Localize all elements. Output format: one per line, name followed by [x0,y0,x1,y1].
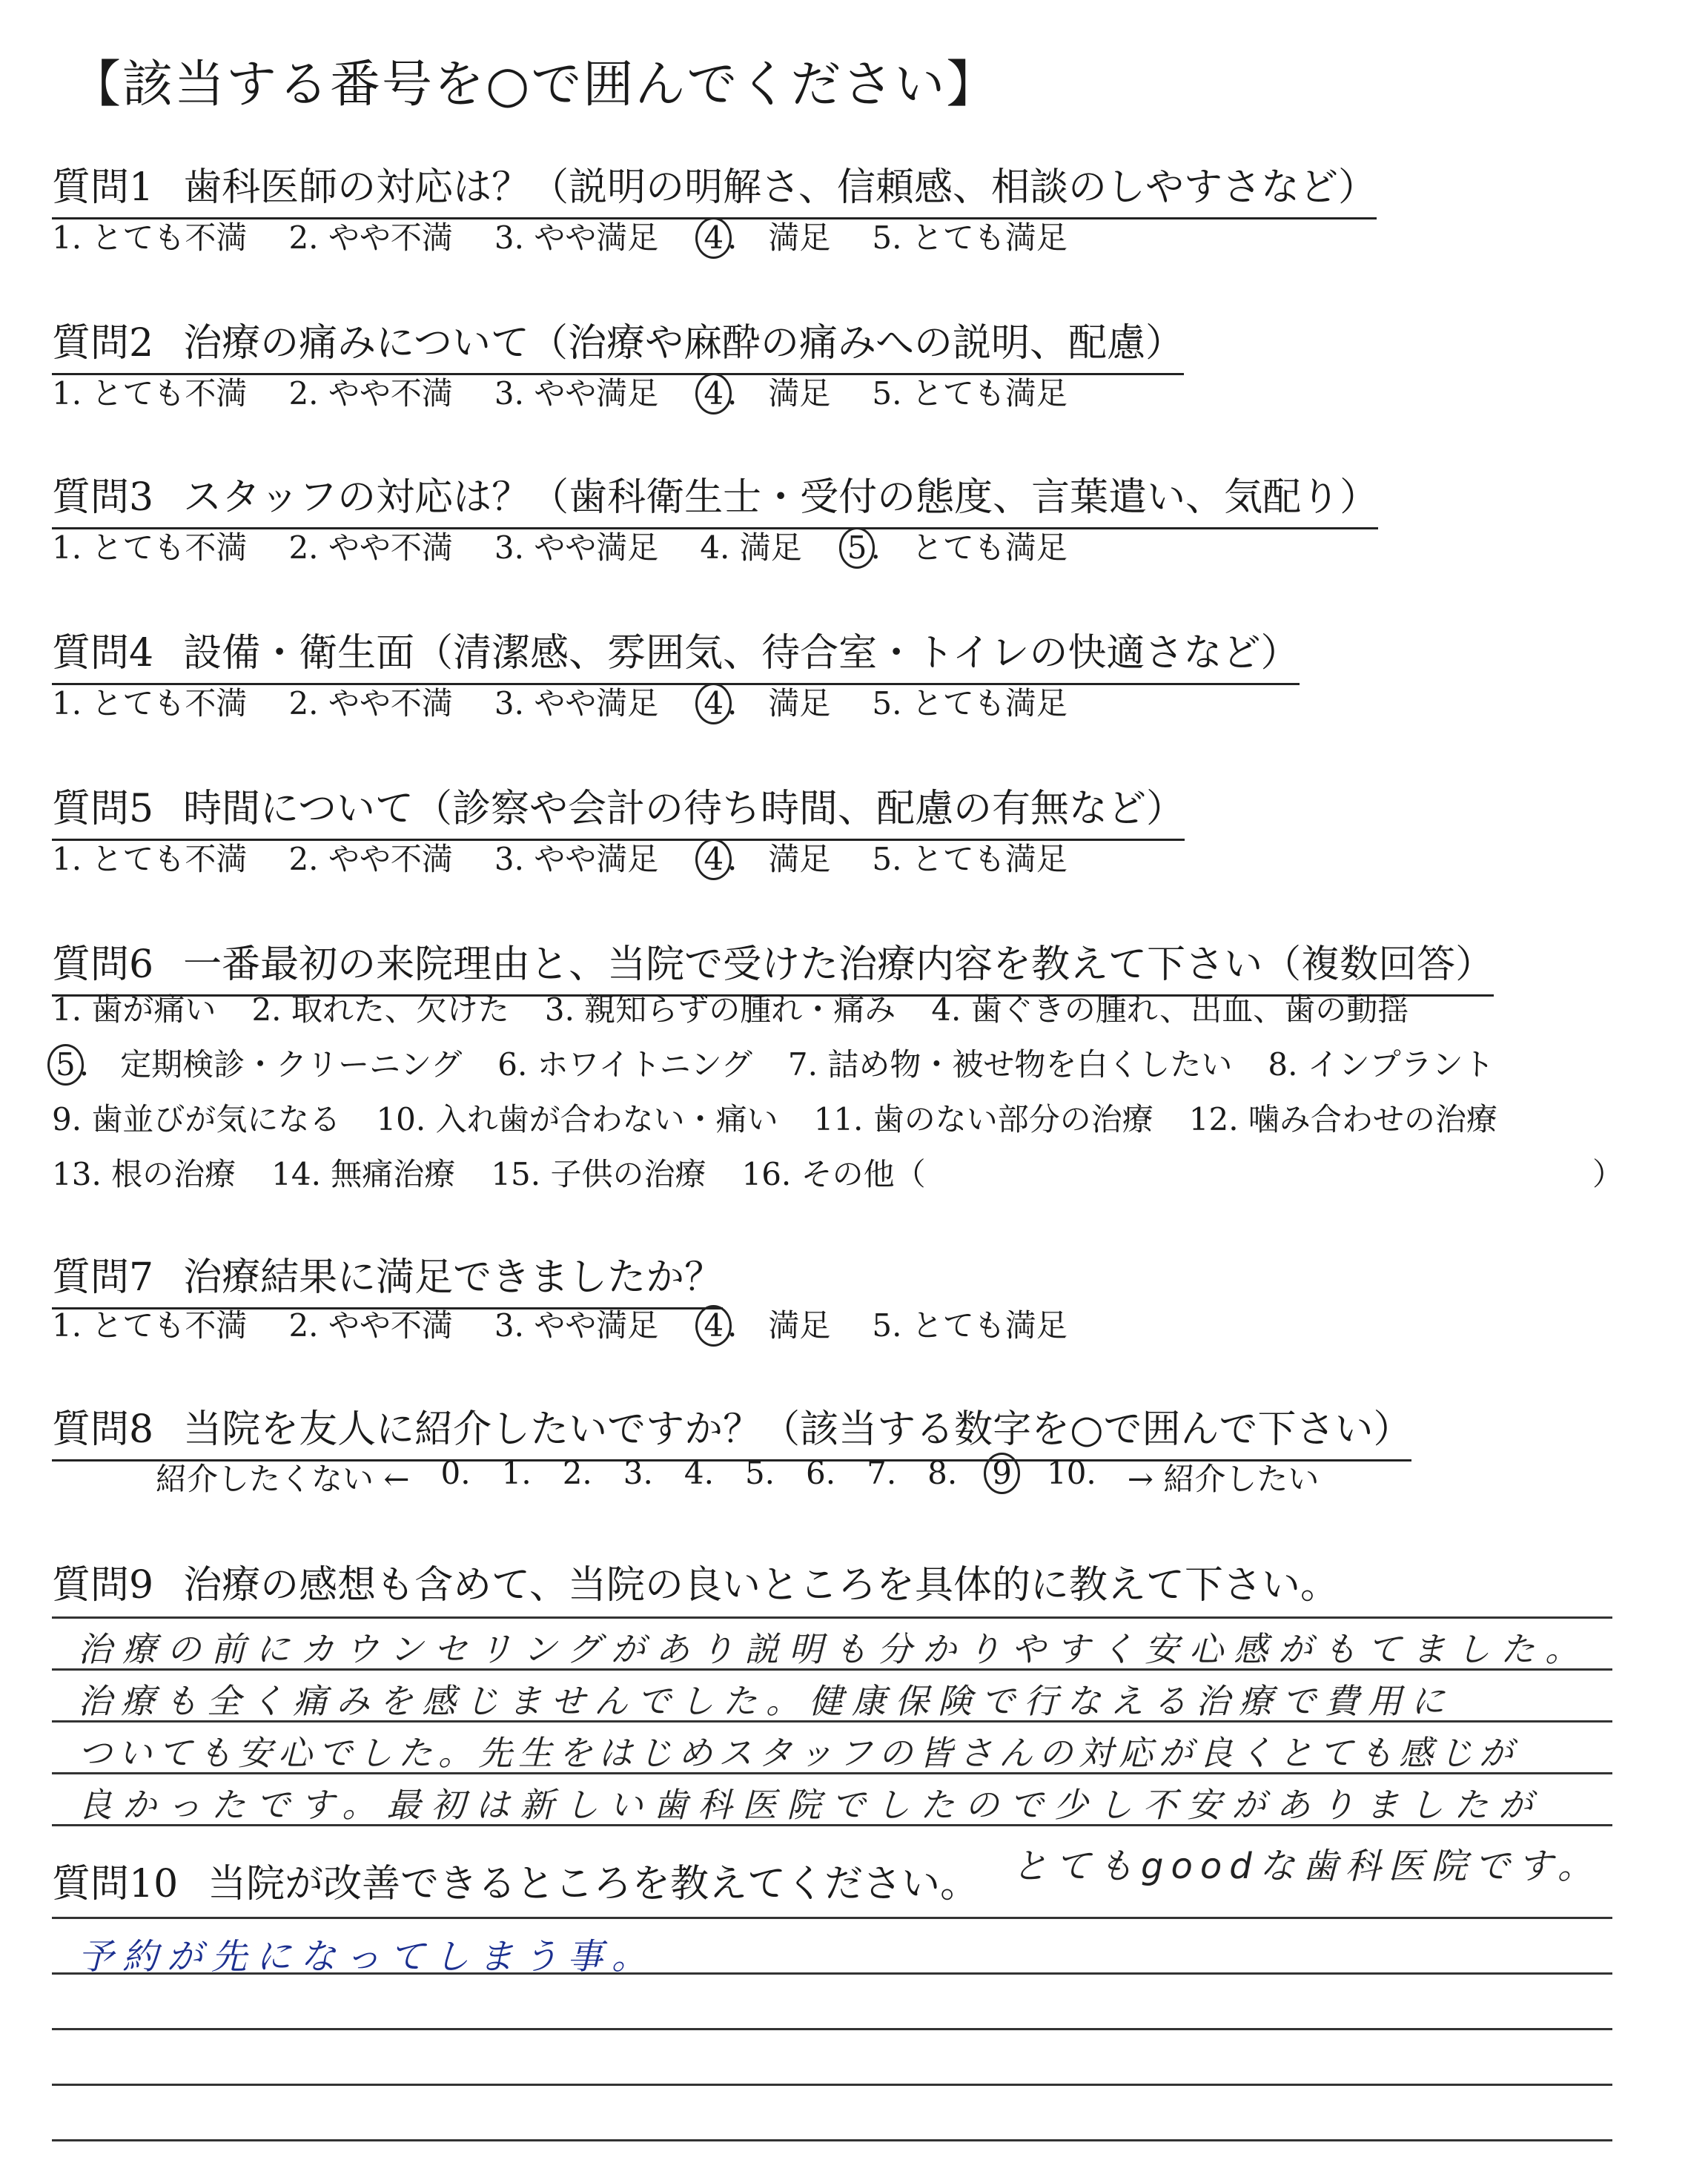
question-number: 質問7 [52,1255,154,1300]
question-5-options [52,835,1109,879]
scale-5[interactable]: 5. [744,1455,775,1491]
option-4[interactable]: 4. 満足 [700,529,802,566]
circled-number: 4 [695,683,732,724]
q9-answer-line-3: ついても安心でした。先生をはじめスタッフの皆さんの対応が良くとても感じが [78,1733,1519,1773]
question-text: 設備・衛生面（清潔感、雰囲気、待合室・トイレの快適さなど） [183,631,1300,676]
question-number: 質問9 [52,1563,154,1608]
option-6[interactable]: 6. ホワイトニング [497,1046,752,1083]
option-2[interactable]: 2. やや不満 [288,1307,453,1344]
question-4-options [52,679,1109,724]
option-5[interactable]: 5. とても満足 [872,841,1068,877]
scale-right-label: → 紹介したい [1127,1461,1320,1497]
ruled-line [52,1917,1612,1919]
option-12[interactable]: 12. 噛み合わせの治療 [1188,1101,1497,1137]
question-6-options [52,982,1668,1202]
option-7[interactable]: 7. 詰め物・被せ物を白くしたい [787,1046,1233,1083]
question-text: スタッフの対応は？（歯科衛生士・受付の態度、言葉遣い、気配り） [183,475,1379,520]
question-number: 質問4 [52,631,154,676]
scale-10[interactable]: 10. [1046,1455,1096,1491]
option-8[interactable]: 8. インプラント [1268,1046,1494,1083]
options-line-1 [52,982,1668,1037]
option-2[interactable]: 2. 取れた、欠けた [251,991,509,1028]
option-2[interactable]: 2. やや不満 [288,529,453,566]
option-16[interactable]: 16. その他（ [741,1156,926,1192]
question-3 [52,466,1378,529]
option-3[interactable]: 3. やや満足 [494,1307,659,1344]
option-15[interactable]: 15. 子供の治療 [491,1156,706,1192]
option-2[interactable]: 2. やや不満 [288,685,453,721]
option-2[interactable]: 2. やや不満 [288,375,453,412]
question-text: 治療の痛みについて（治療や麻酔の痛みへの説明、配慮） [183,321,1185,366]
circled-number: 4 [695,839,732,880]
q10-answer: 予約が先になってしまう事。 [78,1936,657,1978]
circled-number: 9 [984,1453,1020,1494]
option-1[interactable]: 1. とても不満 [52,685,248,721]
circled-number: 4 [695,1305,732,1347]
option-4-selected[interactable]: 4 . 満足 [700,1301,830,1346]
options-line-2 [52,1037,1668,1092]
circled-number: 4 [695,217,732,259]
scale-6[interactable]: 6. [806,1455,836,1491]
question-2-options [52,369,1109,414]
option-1[interactable]: 1. とても不満 [52,841,248,877]
ruled-line [52,2028,1612,2030]
options-line-3 [52,1092,1668,1147]
option-5-selected[interactable]: 5 . 定期検診・クリーニング [52,1037,462,1092]
option-10[interactable]: 10. 入れ歯が合わない・痛い [376,1101,778,1137]
question-2 [52,311,1184,375]
question-text: 一番最初の来院理由と、当院で受けた治療内容を教えて下さい（複数回答） [183,942,1494,987]
option-13[interactable]: 13. 根の治療 [52,1156,236,1192]
scale-2[interactable]: 2. [562,1455,592,1491]
option-1[interactable]: 1. とても不満 [52,1307,248,1344]
question-text: 時間について（診察や会計の待ち時間、配慮の有無など） [183,787,1185,831]
option-1[interactable]: 1. とても不満 [52,529,248,566]
question-text: 治療の感想も含めて、当院の良いところを具体的に教えて下さい。 [183,1563,1340,1608]
question-text: 治療結果に満足できましたか？ [183,1255,724,1300]
question-text: 歯科医師の対応は？（説明の明解さ、信頼感、相談のしやすさなど） [183,165,1377,210]
options-line-4 [52,1147,1668,1202]
option-3[interactable]: 3. 親知らずの腫れ・痛み [544,991,896,1028]
question-1 [52,156,1377,219]
option-5[interactable]: 5. とても満足 [872,1307,1068,1344]
question-8 [52,1398,1411,1462]
option-5-selected[interactable]: 5 . とても満足 [844,524,1068,568]
instruction-heading: 【該当する番号を○で囲んでください】 [70,56,999,114]
question-text: 当院を友人に紹介したいですか？（該当する数字を○で囲んで下さい） [183,1407,1412,1452]
question-8-scale [156,1455,1350,1499]
ruled-line [52,2139,1612,2141]
question-number: 質問6 [52,942,154,987]
question-number: 質問3 [52,475,154,520]
q9-answer-line-5: とてもgoodな歯科医院です。 [1012,1846,1601,1887]
circled-number: 5 [47,1044,84,1086]
scale-4[interactable]: 4. [683,1455,714,1491]
scale-9-selected[interactable] [988,1455,1016,1499]
option-5[interactable]: 5. とても満足 [872,219,1068,256]
option-1[interactable]: 1. 歯が痛い [52,991,216,1028]
option-14[interactable]: 14. 無痛治療 [271,1156,456,1192]
q9-answer-line-4: 良かったです。最初は新しい歯科医院でしたので少し不安がありましたが [78,1785,1543,1825]
question-number: 質問1 [52,165,154,210]
option-3[interactable]: 3. やや満足 [494,375,659,412]
question-number: 質問8 [52,1407,154,1452]
question-7-options [52,1301,1109,1346]
option-3[interactable]: 3. やや満足 [494,841,659,877]
other-close-paren: ） [1592,1156,1623,1192]
circled-number: 4 [695,373,732,415]
option-4-selected[interactable]: 4 . 満足 [700,835,830,879]
question-4 [52,621,1300,685]
question-10 [52,1852,979,1914]
option-3[interactable]: 3. やや満足 [494,685,659,721]
option-4-selected[interactable]: 4 . 満足 [700,214,830,258]
option-2[interactable]: 2. やや不満 [288,219,453,256]
question-9 [52,1553,1339,1615]
option-1[interactable]: 1. とても不満 [52,219,248,256]
option-5[interactable]: 5. とても満足 [872,685,1068,721]
scale-3[interactable]: 3. [623,1455,653,1491]
question-5 [52,777,1185,841]
scale-1[interactable]: 1. [501,1455,532,1491]
q9-answer-line-1: 治療の前にカウンセリングがあり説明も分かりやすく安心感がもてました。 [78,1629,1590,1669]
q9-answer-line-2: 治療も全く痛みを感じませんでした。健康保険で行なえる治療で費用に [78,1681,1454,1721]
option-1[interactable]: 1. とても不満 [52,375,248,412]
option-3[interactable]: 3. やや満足 [494,529,659,566]
option-2[interactable]: 2. やや不満 [288,841,453,877]
ruled-line [52,2084,1612,2086]
option-11[interactable]: 11. 歯のない部分の治療 [813,1101,1153,1137]
option-4[interactable]: 4. 歯ぐきの腫れ、出血、歯の動揺 [931,991,1409,1028]
ruled-line [52,1616,1612,1619]
scale-left-label: 紹介したくない ← [156,1461,410,1497]
question-number: 質問10 [52,1862,179,1906]
option-4-selected[interactable]: 4 . 満足 [700,679,830,724]
scale-0[interactable]: 0. [440,1455,471,1491]
question-7 [52,1246,723,1309]
scale-7[interactable]: 7. [867,1455,897,1491]
option-9[interactable]: 9. 歯並びが気になる [52,1101,341,1137]
question-number: 質問2 [52,321,154,366]
option-5[interactable]: 5. とても満足 [872,375,1068,412]
question-1-options [52,214,1109,258]
option-3[interactable]: 3. やや満足 [494,219,659,256]
option-4-selected[interactable]: 4 . 満足 [700,369,830,414]
question-text: 当院が改善できるところを教えてください。 [208,1862,979,1906]
circled-number: 5 [839,527,875,569]
scale-8[interactable]: 8. [927,1455,958,1491]
question-3-options [52,524,1109,568]
question-number: 質問5 [52,787,154,831]
